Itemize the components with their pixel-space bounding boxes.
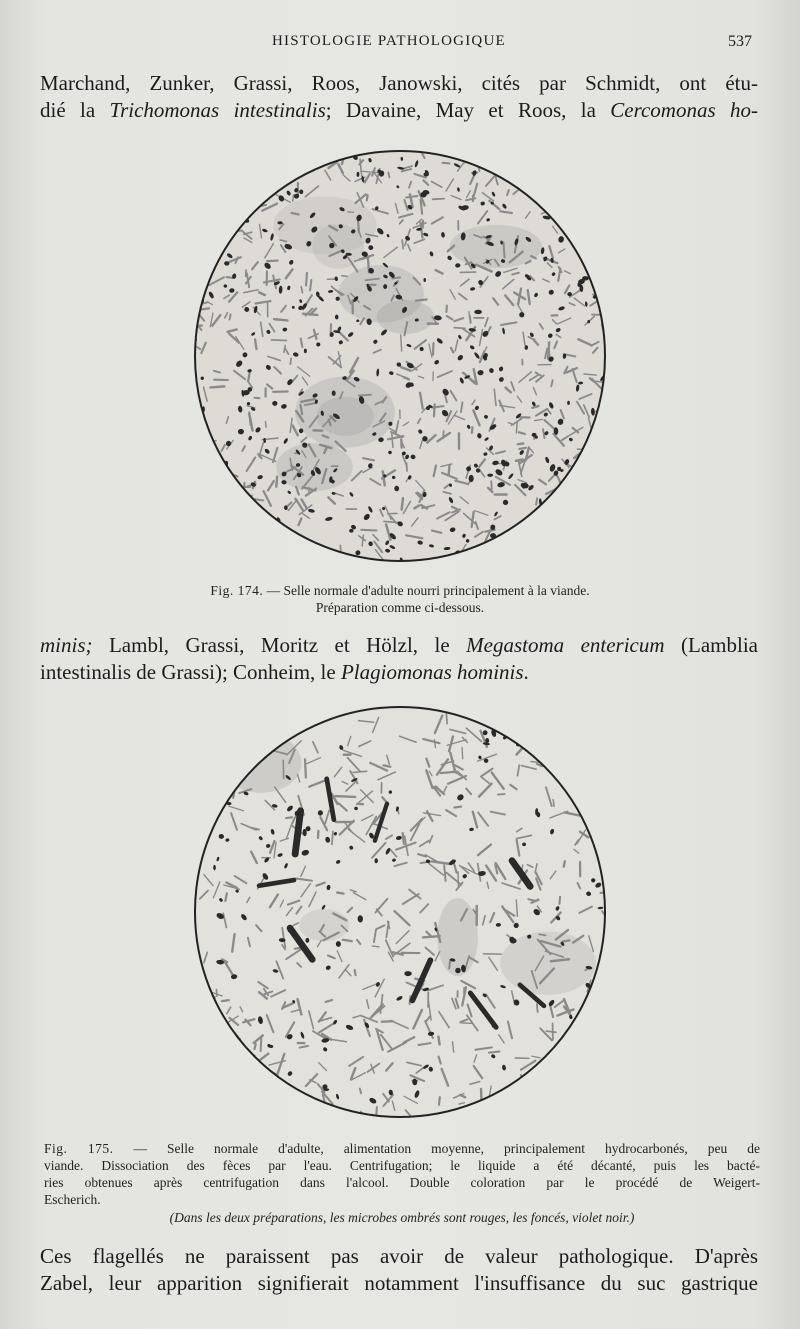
figure-175-caption-line-2: viande. Dissociation des fèces par l'eau. Centrifugation; le liquide a été décanté, puis les bacté- (44, 1158, 760, 1173)
taxon-megastoma: Megastoma entericum (466, 633, 665, 657)
paragraph-1-line-2 (40, 97, 758, 124)
figure-175-micrograph (192, 704, 608, 1120)
figure-175-caption-line-4: Escherich. (44, 1192, 101, 1207)
figure-175-label: Fig. 175. (44, 1141, 114, 1156)
text-run: . (523, 660, 529, 684)
figure-175-note: (Dans les deux préparations, les microbes ombrés sont rouges, les foncés, violet noir.) (169, 1210, 635, 1225)
paragraph-2-line-1 (40, 632, 758, 659)
running-head (0, 33, 800, 53)
taxon-plagiomonas: Plagiomonas hominis (340, 660, 524, 684)
text-run: dié la (40, 98, 110, 122)
text-run: Lambl, Grassi, Moritz et Hölzl, le (92, 633, 467, 657)
taxon-minis: minis; (40, 633, 93, 657)
paragraph-3 (40, 1243, 758, 1297)
taxon-cercomonas: Cercomonas ho- (610, 98, 759, 122)
figure-174-label: Fig. 174. (210, 583, 264, 598)
figure-175-caption-line-1 (44, 1140, 760, 1157)
paragraph-3-line-1: Ces flagellés ne paraissent pas avoir de valeur pathologique. D'après (40, 1244, 758, 1268)
figure-174-caption-line-2: Préparation comme ci-dessous. (315, 600, 485, 615)
text-run: intestinalis de Grassi); Conheim, le (40, 660, 341, 684)
paragraph-1-line-1: Marchand, Zunker, Grassi, Roos, Janowski, cités par Schmidt, ont étu- (40, 71, 758, 95)
text-run: — Selle normale d'adulte nourri principalement à la viande. (263, 583, 590, 598)
taxon-trichomonas: Trichomonas intestinalis (109, 98, 326, 122)
text-run: (Lamblia (664, 633, 758, 657)
running-title: HISTOLOGIE PATHOLOGIQUE (272, 33, 506, 49)
figure-174-micrograph (192, 148, 608, 564)
paragraph-3-line-2: Zabel, leur apparition signifierait notamment l'insuffisance du suc gastrique (40, 1271, 758, 1295)
figure-175-caption-line-3: ries obtenues après centrifugation dans l'alcool. Double coloration par le procédé de Weigert- (44, 1175, 760, 1190)
paragraph-2 (40, 632, 758, 686)
paragraph-1 (40, 70, 758, 124)
text-run: — Selle normale d'adulte, alimentation moyenne, principalement hydrocarbonés, peu de (113, 1141, 760, 1156)
paragraph-2-line-2 (40, 659, 758, 686)
text-run: ; Davaine, May et Roos, la (325, 98, 611, 122)
figure-174-caption (0, 582, 800, 616)
figure-175-caption (44, 1140, 760, 1226)
page-number: 537 (728, 33, 752, 50)
figure-174-caption-line-1 (0, 582, 800, 599)
